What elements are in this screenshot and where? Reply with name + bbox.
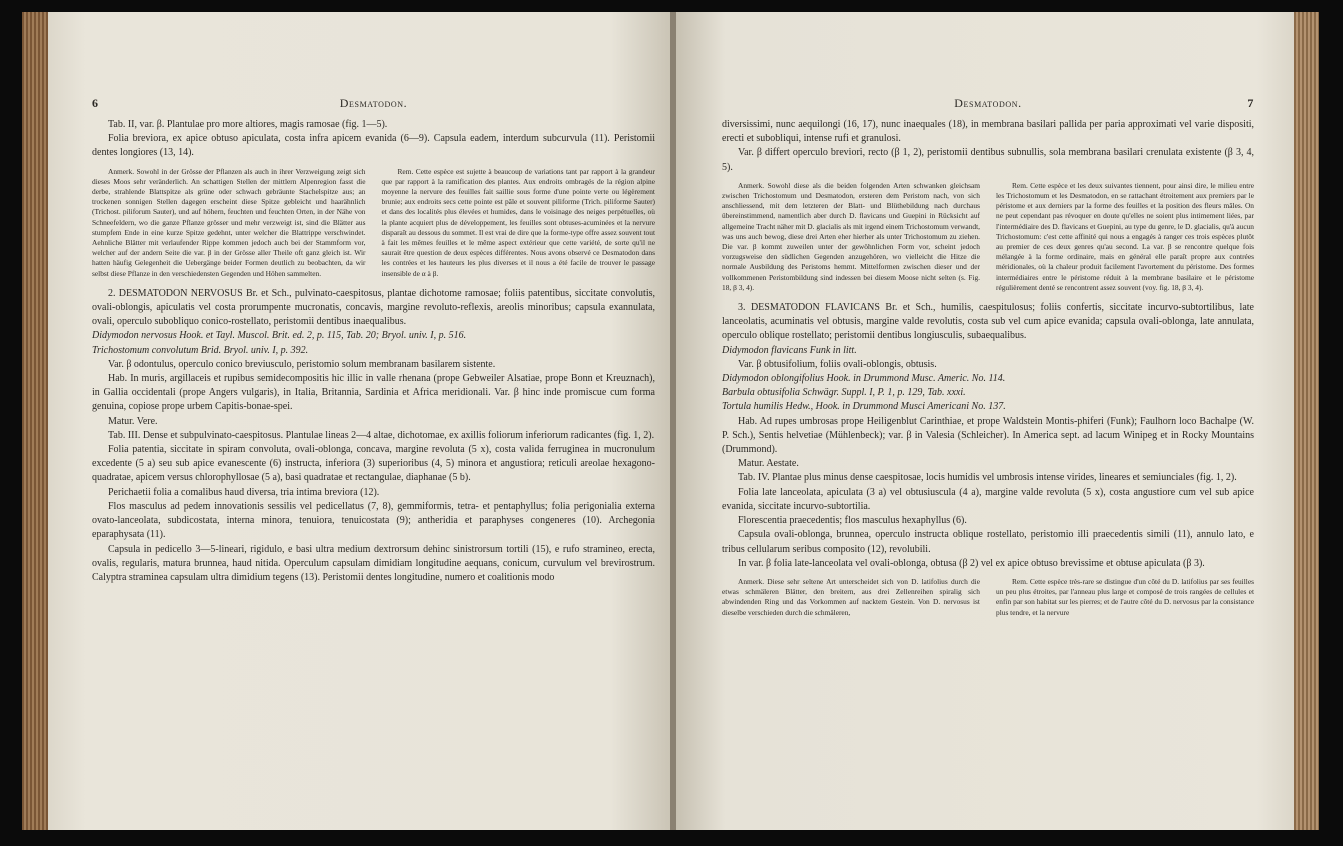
text-line: Tab. II, var. β. Plantulae pro more altiores, magis ramosae (fig. 1—5). bbox=[108, 119, 388, 130]
note-french: Rem. Cette espèce est sujette à beaucoup de variations tant par rapport à la grandeur que par rapport à la ramification des plantes. Aux endroits ombragés de la région alpine moyenne la nervure des feuilles fait saillie sous forme d'une pointe verte ou légèrement brunie; aux endroits secs cette pointe est pâle et souvent piliforme (Trich. piliforme Sauter) et dans des localités plus élevées et humides, dans le voisinage des neiges perpétuelles, où la plante acquiert plus de développement, les feuilles sont obtuses-acuminées et la nervure disparaît au dessous du sommet. Il est vrai de dire que la forme-type offre assez souvent tout à fait les mêmes feuilles et le même aspect extérieur que cette variété, de sorte qu'il ne saurait être question de deux espèces différentes. Nous avons observé ce Desmatodon dans les contrées et les hauteurs les plus diverses et il nous a été facile de trouver le passage insensible de α à β. bbox=[381, 166, 655, 278]
notes-columns-right-bottom bbox=[722, 577, 1254, 618]
synonym: Trichostomum convolutum Brid. Bryol. univ. I, p. 392. bbox=[92, 344, 309, 356]
book-edge-right bbox=[1294, 12, 1319, 830]
synonym: Didymodon oblongifolius Hook. in Drummond Musc. Americ. No. 114. bbox=[722, 373, 1006, 385]
body-paragraph: Folia patentia, siccitate in spiram convoluta, ovali-oblonga, concava, margine revoluta (5 x), costa valida ferruginea in mucronulum excedente (5 a) seu sub apice evanescente (6) instructa, inferiora (3) superioribus (4, 5) minora et angustiora; reticuli areolae hexagono-quadratae, apicem versus chlorophyllosae (5 a), basi quadratae et rectangulae, diaphanae (5 b). bbox=[92, 444, 655, 484]
note-french: Rem. Cette espèce et les deux suivantes tiennent, pour ainsi dire, le milieu entre les Trichostomum et les Desmatodon, en se rattachant étroitement aux premiers par le péristome et aux derniers par la forme des feuilles et la position des fleurs mâles. On ne peut cependant pas révoquer en doute qu'elles ne soient plus intimement liées, par l'intermédiaire des D. flavicans et Guepini, au type du genre, le D. glacialis, qu'à aucun Trichostomum: c'est cette affinité qui nous a engagés à ranger ces trois espèces plutôt au premier de ces deux genres qu'au second. La var. β se rencontre quelque fois mélangée à la forme ordinaire, mais en général elle paraît propre aux contrées méridionales, où la chaleur produit facilement l'avortement du péristome. Des formes intermédiaires entre le péristome réduit à la membrane basilaire et le péristome régulièrement denté se rencontrent assez souvent (voy. fig. 18, β 3, 4). bbox=[996, 180, 1254, 292]
notes-columns-left bbox=[92, 167, 655, 279]
body-paragraph: Hab. In muris, argillaceis et rupibus semidecompositis hic illic in valle rhenana (prope Gebweiler Alsatiae, prope Bonn et Kreuznach), in Gallia occidentali (prope Angers vulgaris), in Italia, Britannia, Sardinia et Africa meridionali. Var. β hinc inde promiscue cum forma genuina, copiose prope urbem Capitis-bonae-spei. bbox=[92, 373, 655, 413]
page-number-right: 7 bbox=[1247, 96, 1254, 110]
book-edge-left bbox=[22, 12, 48, 830]
species-heading: 2. DESMATODON NERVOSUS Br. et Sch., pulvinato-caespitosus, plantae dichotome ramosae; foliis patentibus, siccitate convolutis, ovali-oblongis, apiculatis vel costa prorumpente mucronatis, concavis, margine revoluto-reflexis, areolis minoribus; capsula exannulata, ovali, operculo subobliquo conico-rostellato, peristomii dentibus inaequalibus. bbox=[92, 287, 655, 328]
running-title-left: Desmatodon. bbox=[339, 96, 408, 110]
notes-columns-right bbox=[722, 181, 1254, 293]
page-left bbox=[48, 12, 673, 830]
page-header-right bbox=[722, 96, 1254, 114]
body-paragraph: Tab. III. Dense et subpulvinato-caespitosus. Plantulae lineas 2—4 altae, dichotomae, ex axillis foliorum inferiorum radicantes (fig. 1, 2). bbox=[108, 429, 655, 441]
running-title-right: Desmatodon. bbox=[954, 96, 1022, 110]
body-paragraph: Capsula in pedicello 3—5-lineari, rigidulo, e basi ultra medium dextrorsum dehinc sinistrorsum tortili (15), e rufo stramineo, erecta, ovalis, regularis, matura brunnea, haud nitida. Operculum capsulam dimidiam longitudine aequans, conicum, curvulum vel brevirostrum. Calyptra straminea capsulam ultra dimidium tegens (13). Peristomii dentes longitudine, numero et coalitionis modo bbox=[92, 543, 655, 583]
variety-line: Var. β obtusifolium, foliis ovali-oblongis, obtusis. bbox=[738, 358, 937, 370]
synonym: Didymodon nervosus Hook. et Tayl. Muscol. Brit. ed. 2, p. 115, Tab. 20; Bryol. univ. I, p. 516. bbox=[92, 330, 467, 342]
synonym: Didymodon flavicans Funk in litt. bbox=[722, 344, 857, 356]
note-french: Rem. Cette espèce très-rare se distingue d'un côté du D. latifolius par ses feuilles un peu plus étroites, par l'anneau plus large et composé de trois rangées de cellules et enfin par son habitat sur les pierres; et de l'autre côté du D. nervosus par la consistance plus tendre, et la nervure bbox=[996, 576, 1254, 617]
body-paragraph: Perichaetii folia a comalibus haud diversa, tria intima breviora (12). bbox=[108, 486, 380, 498]
species-heading: 3. DESMATODON FLAVICANS Br. et Sch., humilis, caespitulosus; foliis confertis, siccitate incurvo-subtortilibus, late lanceolatis, acuminatis vel obtusis, margine valde revolutis, costa sub vel cum apice evanida; capsula ovali-oblonga, late annulata, operculo oblique rostellato; peristomii dentibus longiusculis, subaequalibus. bbox=[722, 302, 1254, 342]
body-paragraph: Capsula ovali-oblonga, brunnea, operculo instructa oblique rostellato, peristomio illi praecedentis simili (11), annulo lato, e tribus cellularum seribus composito (12), revolubili. bbox=[722, 529, 1254, 555]
text-line: Folia breviora, ex apice obtuso apiculata, costa infra apicem evanida (6—9). Capsula eadem, interdum subcurvula (11). Peristomii dentes longiores (13, 14). bbox=[92, 133, 655, 159]
open-book bbox=[22, 12, 1319, 830]
text-line: Var. β differt operculo breviori, recto (β 1, 2), peristomii dentibus subnullis, sola membrana basilari crenulata existente (β 3, 4, 5). bbox=[722, 147, 1254, 173]
text-line: diversissimi, nunc aequilongi (16, 17), nunc inaequales (18), in membrana basilari pallida per paria approximati vel varie dispositi, erecti et subobliqui, intense rufi et granulosi. bbox=[722, 119, 1254, 145]
body-paragraph: In var. β folia late-lanceolata vel ovali-oblonga, obtusa (β 2) vel ex apice obtuso brevissime et obtuse apiculata (β 3). bbox=[738, 557, 1205, 569]
body-paragraph: Folia late lanceolata, apiculata (3 a) vel obtusiuscula (4 a), margine valde revoluta (5 x), costa angustiore cum vel sub apice evanida, siccitate incurvo-subtortilia. bbox=[722, 486, 1254, 512]
page-number-left: 6 bbox=[92, 96, 99, 110]
body-paragraph: Florescentia praecedentis; flos masculus hexaphyllus (6). bbox=[738, 515, 967, 527]
body-paragraph: Matur. Aestate. bbox=[738, 458, 799, 470]
body-paragraph: Matur. Vere. bbox=[108, 415, 158, 427]
body-paragraph: Tab. IV. Plantae plus minus dense caespitosae, locis humidis vel umbrosis intense virides, lineares et semiunciales (fig. 1, 2). bbox=[738, 472, 1237, 484]
page-header-left bbox=[92, 96, 655, 114]
synonym: Barbula obtusifolia Schwägr. Suppl. I, P. 1, p. 129, Tab. xxxi. bbox=[722, 387, 966, 399]
body-paragraph: Hab. Ad rupes umbrosas prope Heiligenblut Carinthiae, et prope Waldstein Montis-phiferi (Funk); Faulhorn loco Bachalpe (W. P. Sch.), Sentis helvetiae (Mühlenbeck); var. β in Valesia (Schleicher). In America sept. ad lacum Winipeg et in Rocky Mountains (Drummond). bbox=[722, 415, 1254, 456]
synonym: Tortula humilis Hedw., Hook. in Drummond Musci Americani No. 137. bbox=[722, 401, 1006, 413]
variety-line: Var. β odontulus, operculo conico breviusculo, peristomio solum membranam basilarem sistente. bbox=[108, 358, 496, 370]
note-german: Anmerk. Diese sehr seltene Art unterscheidet sich von D. latifolius durch die etwas schmäleren Blätter, den breitern, aus drei Zellenreihen spiralig sich abwindenden Ring und das Vorkommen auf nacktem Gestein. Von D. nervosus ist dieselbe verschieden durch die schmäleren, bbox=[722, 576, 980, 617]
note-german: Anmerk. Sowohl diese als die beiden folgenden Arten schwanken gleichsam zwischen Trichostomum und Desmatodon, ersteren dem Peristom nach, von sich anschliessend, mit dem letzteren der Blatt- und Blüthebildung nach durchaus übereinstimmend, namentlich aber durch D. flavicans und Guepini in Rücksicht auf allgemeine Tracht näher mit D. glacialis als mit irgend einem Trichostomum verwandt, was uns auch bewog, diese drei Arten eher hierher als unter Trichostomum zu ziehen. Die var. β kommt zuweilen unter der gewöhnlichen Form vor, scheint jedoch vorzugsweise den südlichen Gegenden anzugehören, wo vielleicht die Hitze die normale Ausbildung des Peristoms hemmt. Mittelformen zwischen dieser und der vollkommenen Peristombildung sind indessen bei diesem Moose nicht selten (s. Fig. 18, β 3, 4). bbox=[722, 180, 980, 292]
page-right bbox=[676, 12, 1294, 830]
note-german: Anmerk. Sowohl in der Grösse der Pflanzen als auch in ihrer Verzweigung zeigt sich dieses Moos sehr veränderlich. An schattigen Stellen der mittlern Alpenregion fasst die derbe, strahlende Blattspitze als grüne oder schwach gebräunte Stachelspitze aus; an trockenen sonnigen Stellen dagegen erscheint diese Spitze gebleicht und haarähnlich (Trichost. piliforum Sauter), und auf höhern, feuchten und feuchten Orten, in der Nähe von Schneefeldern, wo die ganze Pflanze grösser und mehr verzweigt ist, sind die Blätter aus stumpfem Ende in eine kurze Spitze gedehnt, unter welcher die Blattrippe verschwindet. Aehnliche Blätter mit verlaufender Rippe kommen jedoch auch bei der Stammform vor, welcher auf der andern Seite die var. β in der Grösse aller Theile oft ganz gleich ist. Wir hatten häufig Gelegenheit die Uebergänge beider Formen deutlich zu beobachten, da wir selbst diese Pflanze in den verschiedensten Gegenden und Höhen sammelten. bbox=[92, 166, 366, 278]
body-paragraph: Flos masculus ad pedem innovationis sessilis vel pedicellatus (7, 8), gemmiformis, tetra- et pentaphyllus; folia perigonialia externa ovato-lanceolata, subdicostata, interna minora, tenuiora, tenuicostata (9); antheridia et paraphyses congeneres (10). Archegonia eparaphysata (11). bbox=[92, 500, 655, 541]
